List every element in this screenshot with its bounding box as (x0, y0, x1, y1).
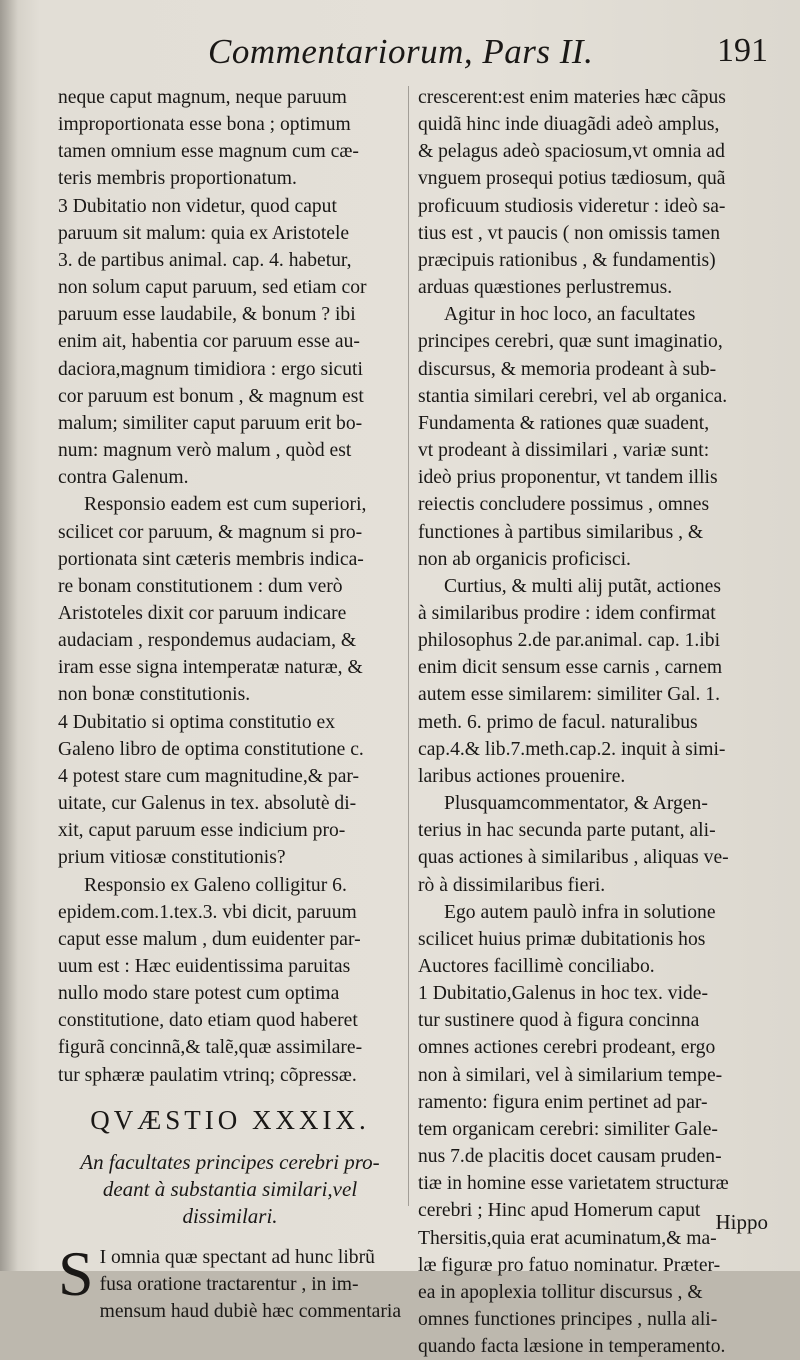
text-line: rò à dissimilaribus fieri. (418, 874, 606, 896)
text-line: 4 Dubitatio si optima constitutio ex (58, 711, 336, 733)
text-line: prium vitiosæ constitutionis? (58, 847, 286, 869)
text-line: paruum esse laudabile, & bonum ? ibi (58, 304, 356, 326)
text-line: improportionata esse bona ; optimum (58, 114, 351, 136)
text-line: arduas quæstiones perlustremus. (418, 277, 673, 299)
text-line: figurã concinnã,& talẽ,quæ assimilare- (58, 1037, 363, 1059)
text-line: enim dicit sensum esse carnis , carnem (418, 657, 723, 679)
text-line: laribus actiones prouenire. (418, 765, 626, 787)
text-line: non solum caput paruum, sed etiam cor (58, 277, 367, 299)
text-line: scilicet cor paruum, & magnum si pro- (58, 521, 363, 543)
text-line: 3 Dubitatio non videtur, quod caput (58, 195, 337, 217)
text-line: reiectis concludere possimus , omnes (418, 494, 710, 516)
text-line: à similaribus prodire : idem confirmat (418, 602, 716, 624)
text-line: I omnia quæ spectant ad hunc librũ (99, 1246, 375, 1268)
page-header (150, 30, 780, 80)
text-line: philosophus 2.de par.animal. cap. 1.ibi (418, 630, 721, 652)
text-line: omnes actiones cerebri prodeant, ergo (418, 1037, 716, 1059)
text-line: ideò prius proponentur, vt tandem illis (418, 467, 718, 489)
text-line: vnguem prosequi potius tædiosum, quã (418, 168, 726, 190)
text-line: xit, caput paruum esse indicium pro- (58, 820, 346, 842)
text-line: nullo modo stare potest cum optima (58, 983, 340, 1005)
text-line: læ figuræ pro fatuo nominatur. Præter- (418, 1254, 721, 1276)
text-line: Thersitis,quia erat acuminatum,& ma- (418, 1227, 717, 1249)
text-line: cerebri ; Hinc apud Homerum caput (418, 1200, 701, 1222)
question-opening (58, 1237, 402, 1325)
text-line: fusa oratione tractarentur , in im- (99, 1273, 359, 1295)
text-line: functiones à partibus similaribus , & (418, 521, 704, 543)
text-line: num: magnum verò malum , quòd est (58, 440, 352, 462)
text-line: quando facta læsione in temperamento. (418, 1336, 726, 1358)
text-line: Galeno libro de optima constitutione c. (58, 738, 364, 760)
text-line: Responsio eadem est cum superiori, (84, 494, 367, 516)
drop-cap: S (58, 1237, 94, 1309)
text-line: Plusquamcommentator, & Argen- (444, 793, 708, 815)
text-line: daciora,magnum timidiora : ergo sicuti (58, 358, 363, 380)
text-line: præcipuis rationibus , & fundamentis) (418, 249, 716, 271)
text-line: Agitur in hoc loco, an facultates (444, 304, 696, 326)
text-line: paruum sit malum: quia ex Aristotele (58, 222, 350, 244)
text-line: omnes functiones principes , nulla ali- (418, 1309, 718, 1331)
text-line: Aristoteles dixit cor paruum indicare (58, 602, 347, 624)
text-line: meth. 6. primo de facul. naturalibus (418, 711, 698, 733)
text-line: An facultates principes cerebri pro- (80, 1149, 380, 1174)
text-line: 4 potest stare cum magnitudine,& par- (58, 765, 360, 787)
left-column-text (58, 84, 402, 1089)
text-line: non bonæ constitutionis. (58, 684, 251, 706)
text-line: tur sustinere quod à figura concinna (418, 1010, 700, 1032)
text-line: Curtius, & multi alij putãt, actiones (444, 575, 722, 597)
text-line: ramento: figura enim pertinet ad par- (418, 1091, 708, 1113)
text-line: cor paruum est bonum , & magnum est (58, 385, 364, 407)
running-title: Commentariorum, Pars II. (208, 32, 594, 71)
catchword: Hippo (715, 1210, 768, 1234)
text-line: scilicet huius primæ dubitationis hos (418, 928, 706, 950)
text-line: audaciam , respondemus audaciam, & (58, 630, 357, 652)
text-line: dissimilari. (182, 1203, 278, 1228)
text-line: cap.4.& lib.7.meth.cap.2. inquit à simi- (418, 738, 726, 760)
text-line: uum est : Hæc euidentissima paruitas (58, 956, 351, 977)
text-line: quas actiones à similaribus , aliquas ve- (418, 847, 729, 869)
text-line: neque caput magnum, neque paruum (58, 87, 347, 108)
text-line: nus 7.de placitis docet causam pruden- (418, 1146, 722, 1168)
text-line: caput esse malum , dum euidenter par- (58, 928, 361, 950)
text-line: Auctores facillimè conciliabo. (418, 956, 655, 977)
text-line: vt prodeant à dissimilari , variæ sunt: (418, 440, 710, 462)
text-line: deant à substantia similari,vel (102, 1176, 358, 1201)
text-line: terius in hac secunda parte putant, ali- (418, 820, 716, 842)
page-number: 191 (717, 32, 768, 69)
text-line: autem esse similarem: similiter Gal. 1. (418, 684, 721, 706)
text-line: epidem.com.1.tex.3. vbi dicit, paruum (58, 901, 357, 923)
text-line: & pelagus adeò spaciosum,vt omnia ad (418, 141, 725, 163)
text-line: enim ait, habentia cor paruum esse au- (58, 331, 360, 353)
text-line: uitate, cur Galenus in tex. absolutè di- (58, 793, 357, 815)
text-line: Ego autem paulò infra in solutione (444, 901, 716, 923)
text-line: mensum haud dubiè hæc commentaria (99, 1301, 402, 1323)
question-title: QVÆSTIO XXXIX. (90, 1104, 370, 1135)
text-line: discursus, & memoria prodeant à sub- (418, 358, 717, 380)
text-line: Fundamenta & rationes quæ suadent, (418, 412, 710, 434)
text-line: proficuum studiosis videretur : ideò sa- (418, 195, 726, 217)
opening-text (58, 1237, 402, 1325)
text-line: malum; similiter caput paruum erit bo- (58, 412, 363, 434)
text-line: portionata sint cæteris membris indica- (58, 548, 364, 570)
text-line: teris membris proportionatum. (58, 168, 297, 190)
text-line: tius est , vt paucis ( non omissis tamen (418, 222, 721, 244)
text-line: non ab organicis proficisci. (418, 548, 631, 570)
text-line: tamen omnium esse magnum cum cæ- (58, 141, 359, 163)
text-line: non à similari, vel à similarium tempe- (418, 1064, 723, 1086)
right-column (418, 84, 790, 1360)
left-column (58, 84, 402, 1325)
text-line: tur sphæræ paulatim vtrinq; cõpressæ. (58, 1064, 357, 1086)
text-line: tem organicam cerebri: similiter Gale- (418, 1118, 718, 1140)
text-line: stantia similari cerebri, vel ab organica. (418, 385, 728, 407)
text-line: tiæ in homine esse varietatem structuræ (418, 1173, 729, 1195)
right-column-text (418, 84, 790, 1360)
text-line: ea in apoplexia tollitur discursus , & (418, 1281, 703, 1303)
text-line: crescerent:est enim materies hæc cãpus (418, 87, 726, 108)
question-subtitle (58, 1149, 402, 1230)
text-line: re bonam constitutionem : dum verò (58, 575, 343, 597)
text-line: principes cerebri, quæ sunt imaginatio, (418, 331, 723, 353)
text-line: quidã hinc inde diuagãdi adeò amplus, (418, 114, 720, 136)
text-line: 3. de partibus animal. cap. 4. habetur, (58, 249, 352, 271)
text-line: contra Galenum. (58, 467, 189, 489)
column-rule (408, 86, 409, 1206)
text-line: Responsio ex Galeno colligitur 6. (84, 874, 347, 896)
text-line: constitutione, dato etiam quod haberet (58, 1010, 358, 1032)
text-line: iram esse signa intemperatæ naturæ, & (58, 657, 363, 679)
text-line: 1 Dubitatio,Galenus in hoc tex. vide- (418, 983, 709, 1005)
